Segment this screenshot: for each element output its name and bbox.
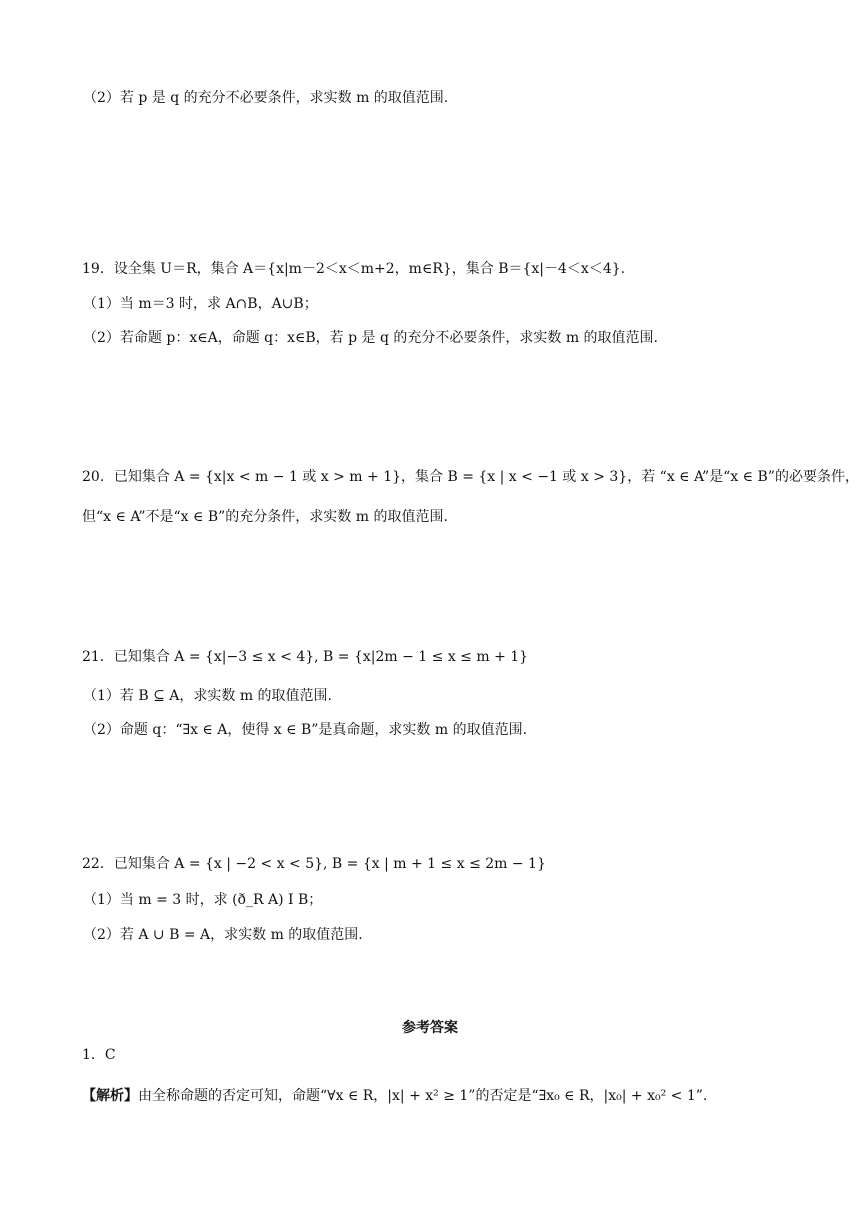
answer-1-explanation <box>82 1086 707 1106</box>
question-19-part-1: （1）当 m＝3 时，求 A∩B，A∪B； <box>83 296 318 312</box>
question-22-stem: 22．已知集合 A = {x | −2 < x < 5}, B = {x | m + 1 ≤ x ≤ 2m − 1} <box>82 856 546 872</box>
question-22-part-1: （1）当 m = 3 时，求 (ð_R A) I B； <box>83 892 323 908</box>
explanation-tag: 【解析】 <box>82 1088 138 1104</box>
answer-section-heading: 参考答案 <box>402 1020 458 1036</box>
question-20-stem: 20．已知集合 A = {x|x < m − 1 或 x > m + 1}，集合 B = {x | x < −1 或 x > 3}，若 “x ∈ A”是“x ∈ B”的必要条件， <box>82 469 859 485</box>
question-21-stem: 21．已知集合 A = {x|−3 ≤ x < 4}, B = {x|2m − 1 ≤ x ≤ m + 1} <box>82 649 529 665</box>
question-22-part-2: （2）若 A ∪ B = A，求实数 m 的取值范围. <box>83 927 363 943</box>
question-18-part-2: （2）若 p 是 q 的充分不必要条件，求实数 m 的取值范围. <box>83 90 449 106</box>
question-20-stem-continued: 但“x ∈ A”不是“x ∈ B”的充分条件，求实数 m 的取值范围. <box>82 509 448 525</box>
explanation-text: 由全称命题的否定可知，命题“∀x ∈ R，|x| + x² ≥ 1”的否定是“∃x₀ ∈ R，|x₀| + x₀² < 1”. <box>138 1088 708 1104</box>
question-21-part-1: （1）若 B ⊆ A，求实数 m 的取值范围. <box>83 688 333 704</box>
question-21-part-2: （2）命题 q：“∃x ∈ A，使得 x ∈ B”是真命题，求实数 m 的取值范围. <box>83 722 528 738</box>
question-19-part-2: （2）若命题 p：x∈A，命题 q：x∈B，若 p 是 q 的充分不必要条件，求实数 m 的取值范围. <box>83 330 658 346</box>
question-19-stem: 19．设全集 U＝R，集合 A＝{x|m－2＜x＜m+2，m∈R}，集合 B＝{x|－4＜x＜4}. <box>82 261 626 277</box>
answer-1: 1．C <box>82 1047 116 1063</box>
